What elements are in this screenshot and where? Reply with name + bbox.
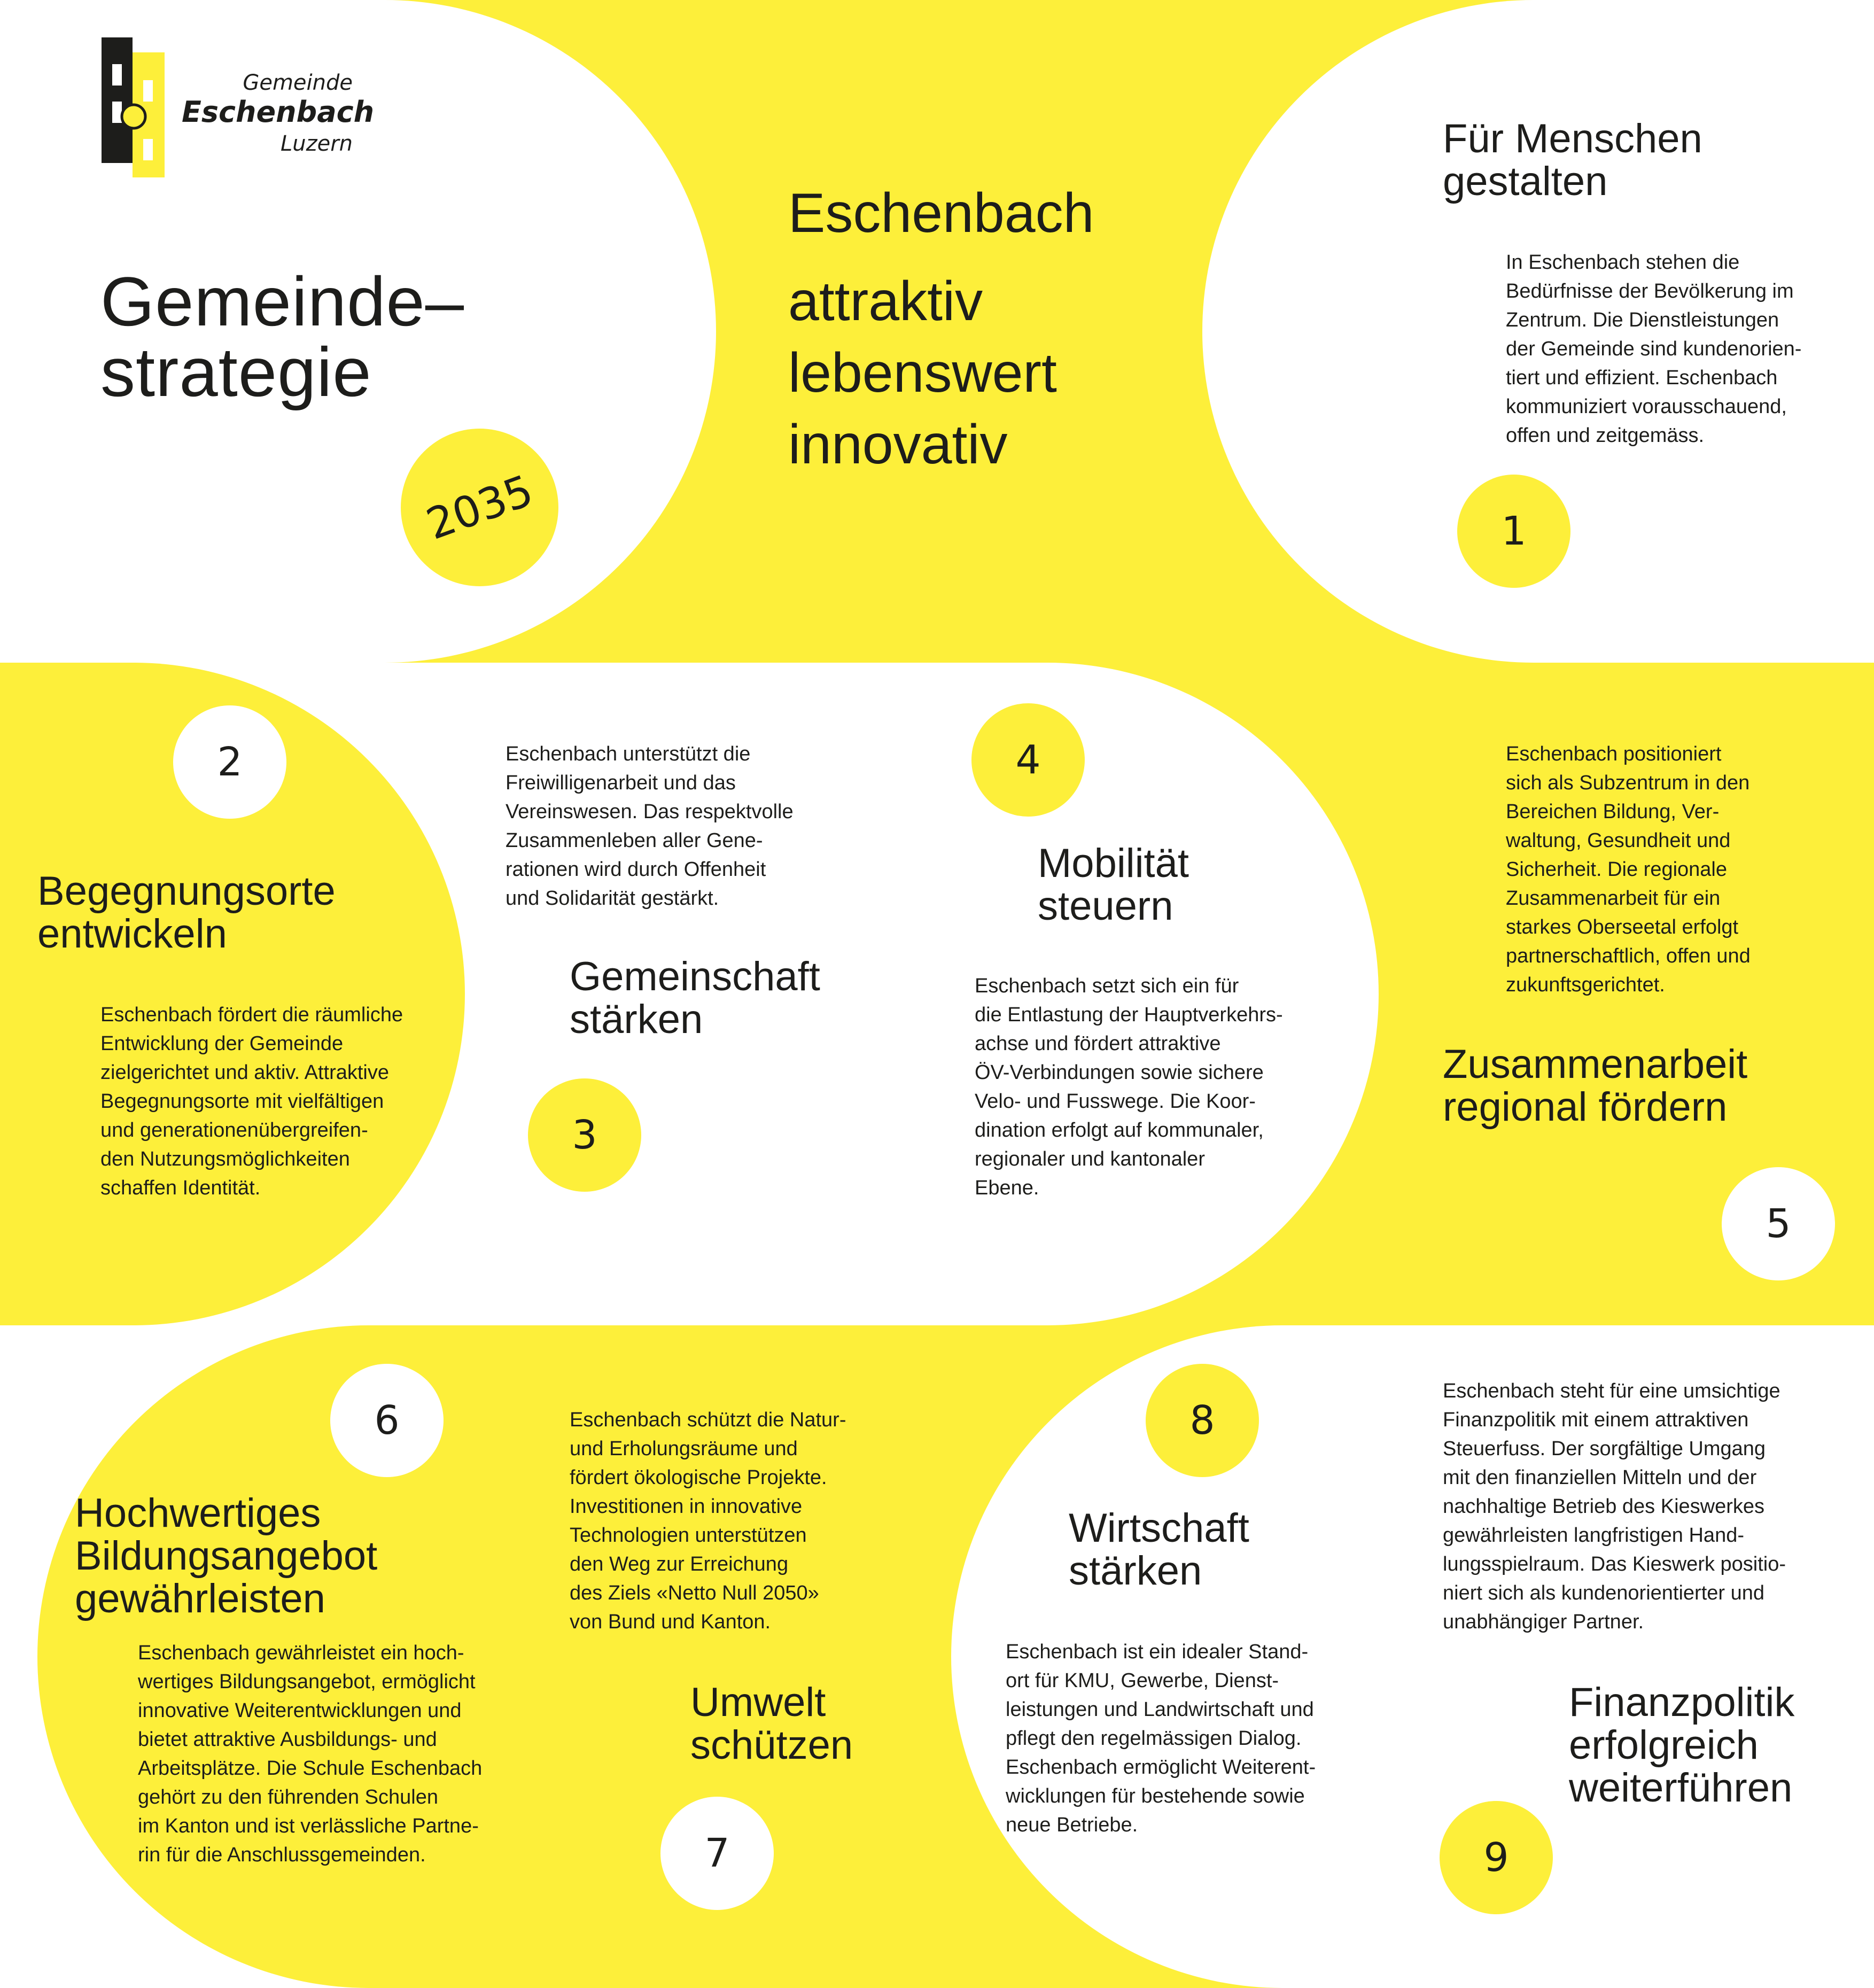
- title-line-1: Gemeinde–: [100, 262, 465, 340]
- goal-4-text: Eschenbach setzt sich ein für die Entlastung der Hauptverkehrs- achse und fördert attraktive ÖV-Verbindungen sowie sichere Velo- und Fusswege. Die Koor- dination erfolgt auf kommunaler, regionaler und kantonaler Ebene.: [975, 975, 1283, 1199]
- logo-line-3: Luzern: [280, 131, 353, 156]
- logo: [102, 37, 375, 182]
- goal-5-number: 5: [1722, 1167, 1835, 1280]
- goal-1-text: In Eschenbach stehen die Bedürfnisse der Bevölkerung im Zentrum. Die Dienstleistungen der Gemeinde sind kundenorien- tiert und effizient. Eschenbach kommuniziert vorausschauend, offen und zeitgemäss.: [1506, 251, 1802, 447]
- title-line-2: strategie: [100, 333, 372, 411]
- year-badge: [401, 429, 558, 586]
- motto-line-1: attraktiv: [788, 270, 983, 332]
- goal-7-text: Eschenbach schützt die Natur- und Erholungsräume und fördert ökologische Projekte. Investitionen in innovative Technologien unterstützen den Weg zur Erreichung des Ziels «Netto Null 2050» von Bund und Kanton.: [570, 1409, 846, 1633]
- goal-9-text: Eschenbach steht für eine umsichtige Finanzpolitik mit einem attraktiven Steuerfuss. Der sorgfältige Umgang mit den finanziellen Mitteln und der nachhaltige Betrieb des Kieswerkes gewährleisten langfristigen Hand- lungsspielraum. Das Kieswerk positio- niert sich als kundenorientierter und unabhängiger Partner.: [1443, 1380, 1786, 1633]
- goal-3-number: 3: [528, 1078, 641, 1192]
- goal-6-text: Eschenbach gewährleistet ein hoch- wertiges Bildungsangebot, ermöglicht innovative Weiterentwicklungen und bietet attraktive Ausbildungs- und Arbeitsplätze. Die Schule Eschenbach gehört zu den führenden Schulen im Kanton und ist verlässliche Partne- rin für die Anschlussgemeinden.: [138, 1642, 483, 1866]
- goal-6-number: 6: [330, 1364, 444, 1477]
- goal-5-title: Zusammenarbeit regional fördern: [1443, 1042, 1748, 1130]
- year-label: 2035: [419, 465, 540, 550]
- goal-6-title: Hochwertiges Bildungsangebot gewährleisten: [75, 1490, 378, 1621]
- page-title: [100, 262, 528, 411]
- motto-line-2: lebenswert: [788, 342, 1057, 404]
- goal-2-text: Eschenbach fördert die räumliche Entwicklung der Gemeinde zielgerichtet und aktiv. Attraktive Begegnungsorte mit vielfältigen und generationenübergreifen- den Nutzungsmöglichkeiten schaffen Identität.: [100, 1004, 403, 1199]
- goal-1-number: 1: [1457, 475, 1570, 588]
- goal-9-number: 9: [1440, 1801, 1553, 1914]
- motto: [788, 184, 1216, 480]
- goal-4-title: Mobilität steuern: [1038, 841, 1189, 929]
- goal-3-title: Gemeinschaft stärken: [570, 954, 820, 1042]
- goal-3-text: Eschenbach unterstützt die Freiwilligenarbeit und das Vereinswesen. Das respektvolle Zusammenleben aller Gene- rationen wird durch Offenheit und Solidarität gestärkt.: [506, 743, 794, 910]
- goal-2-number: 2: [173, 705, 286, 819]
- goal-8-text: Eschenbach ist ein idealer Stand- ort für KMU, Gewerbe, Dienst- leistungen und Landwirtschaft und pflegt den regelmässigen Dialog. Eschenbach ermöglicht Weiterent- wicklungen für bestehende sowie neue Betriebe.: [1006, 1641, 1316, 1836]
- goal-7-title: Umwelt schützen: [690, 1680, 853, 1768]
- logo-line-1: Gemeinde: [243, 71, 353, 95]
- goal-7-number: 7: [660, 1797, 774, 1910]
- motto-line-3: innovativ: [788, 414, 1008, 476]
- goal-8-title: Wirtschaft stärken: [1069, 1505, 1249, 1594]
- goal-4-number: 4: [971, 703, 1085, 817]
- logo-line-2: Eschenbach: [182, 95, 375, 129]
- goal-2-title: Begegnungsorte entwickeln: [37, 868, 336, 957]
- motto-name: Eschenbach: [788, 182, 1094, 244]
- goal-9-title: Finanzpolitik erfolgreich weiterführen: [1569, 1680, 1795, 1811]
- tower-logo-icon: [102, 37, 171, 177]
- goal-1-title: Für Menschen gestalten: [1443, 116, 1702, 204]
- goal-8-number: 8: [1146, 1364, 1259, 1477]
- goal-5-text: Eschenbach positioniert sich als Subzentrum in den Bereichen Bildung, Ver- waltung, Gesundheit und Sicherheit. Die regionale Zusammenarbeit für ein starkes Oberseetal erfolgt partnerschaftlich, offen und zukunftsgerichtet.: [1506, 743, 1751, 996]
